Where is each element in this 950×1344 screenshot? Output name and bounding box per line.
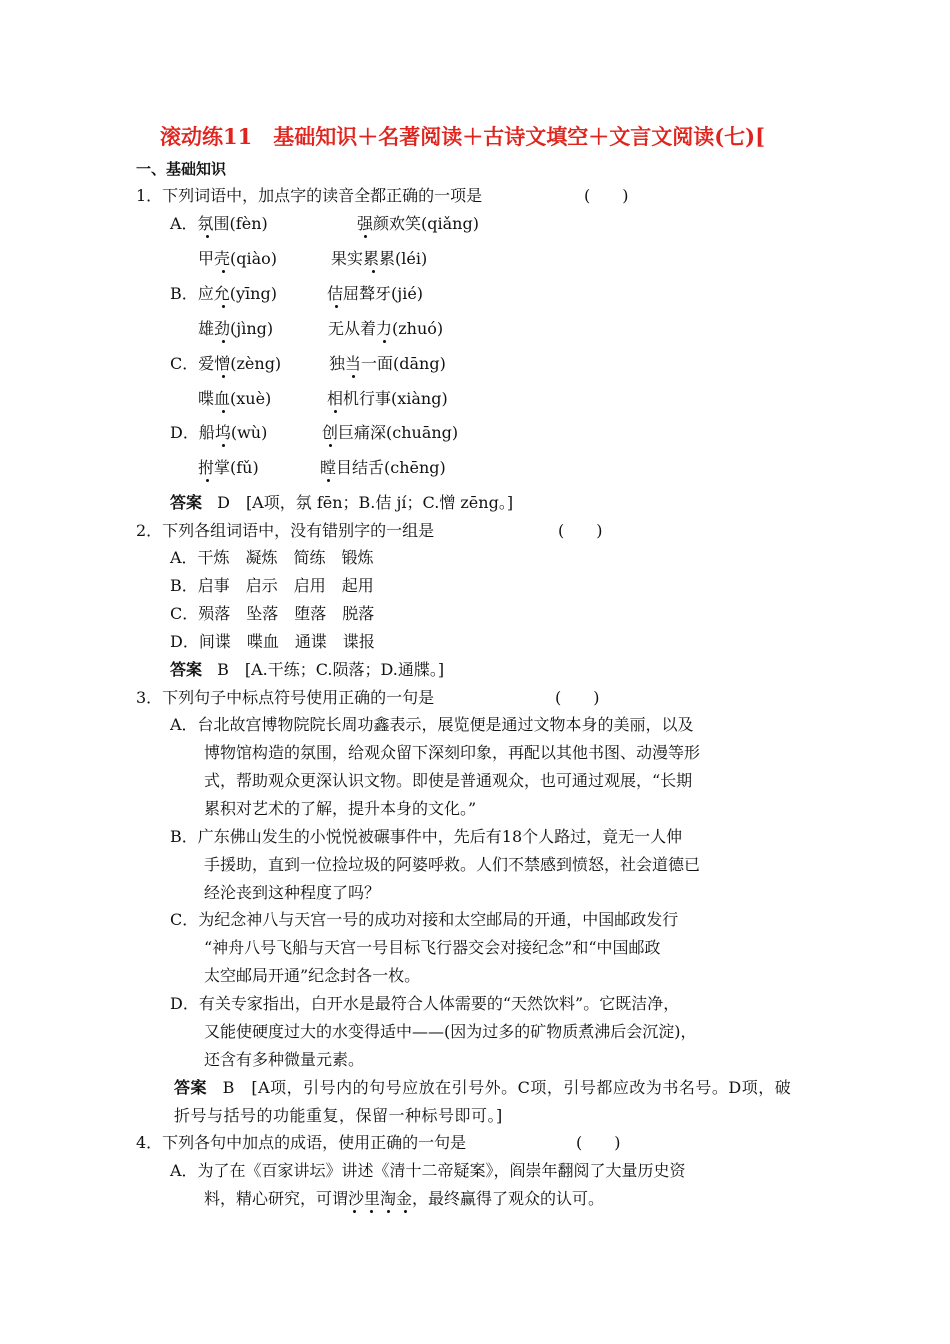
q1-option-d-word2: 创巨痛深(chuāng) [322,423,459,442]
q1-option-b-word1: B．应允(yīng) [170,284,277,303]
q3-option-c-line3: 太空邮局开通”纪念封各一枚。 [204,966,421,985]
q3-option-d-line2: 又能使硬度过大的水变得适中——(因为过多的矿物质煮沸后会沉淀)， [204,1022,697,1041]
emphasis-dot [222,444,225,447]
q3-option-d-line3: 还含有多种微量元素。 [204,1050,365,1069]
q3-option-a-line4: 累积对艺术的了解，提升本身的文化。” [204,799,477,818]
q1-answer [170,493,513,513]
emphasis-dot [334,410,337,413]
q1-option-c-word1: C．爱憎(zèng) [170,354,282,373]
emphasis-dot [327,479,330,482]
q3-answer-line2: 折号与括号的功能重复，保留一种标号即可。] [174,1106,503,1125]
q1-option-b-word3: 雄劲(jìng) [198,319,274,338]
answer-label: 答案 [170,660,203,679]
answer-text: B [A.干练；C.陨落；D.通牒。] [217,660,445,679]
q2-option-c: C．殒落 坠落 堕落 脱落 [170,604,375,623]
question-4-stem: 4．下列各句中加点的成语，使用正确的一句是 [136,1133,467,1152]
emphasis-dot [329,444,332,447]
q3-option-b-line2: 手援助，直到一位捡垃圾的阿婆呼救。人们不禁感到愤怒，社会道德已 [204,855,701,874]
q1-option-a-word2: 强颜欢笑(qiǎng) [357,214,479,233]
q3-option-a-line1: A．台北故宫博物院院长周功鑫表示，展览便是通过文物本身的美丽，以及 [170,715,694,734]
question-4-answer-blank: ( ) [576,1133,621,1152]
answer-label: 答案 [174,1078,208,1097]
q1-option-c-word2: 独当一面(dāng) [329,354,446,373]
emphasis-dot [335,305,338,308]
q3-option-c-line2: “神舟八号飞船与天宫一号目标飞行器交会对接纪念”和“中国邮政 [204,938,661,957]
question-2-answer-blank: ( ) [558,521,603,540]
q2-option-a: A．干炼 凝炼 简练 锻炼 [170,548,374,567]
q3-option-c-line1: C．为纪念神八与天宫一号的成功对接和太空邮局的开通，中国邮政发行 [170,910,679,929]
q1-option-d-word4: 瞠目结舌(chēng) [320,458,446,477]
emphasis-dot [404,1210,407,1213]
emphasis-dot [372,270,375,273]
page-title: 滚动练11 基础知识＋名著阅读＋古诗文填空＋文言文阅读(七)[ [160,124,766,149]
emphasis-dot [370,1210,373,1213]
q3-option-a-line3: 式，帮助观众更深认识文物。即使是普通观众，也可通过观展，“长期 [204,771,693,790]
q1-option-d-word3: 拊掌(fǔ) [198,458,259,477]
emphasis-dot [222,340,225,343]
q1-option-b-word2: 佶屈聱牙(jié) [327,284,424,303]
emphasis-dot [222,410,225,413]
q3-option-b-line3: 经沦丧到这种程度了吗？ [204,883,381,902]
q3-option-a-line2: 博物馆构造的氛围，给观众留下深刻印象，再配以其他书图、动漫等形 [204,743,701,762]
q1-option-c-word3: 喋血(xuè) [198,389,272,408]
answer-text: B [A项，引号内的句号应放在引号外。C项，引号都应改为书名号。D项，破 [222,1078,792,1097]
answer-label: 答案 [170,493,203,512]
emphasis-dot [206,235,209,238]
q2-option-d: D．间谍 喋血 通谍 谍报 [170,632,375,651]
answer-text: D [A项，氛 fēn；B.佶 jí；C.憎 zēng。] [217,493,514,512]
q1-option-c-word4: 相机行事(xiàng) [327,389,448,408]
question-3-answer-blank: ( ) [555,688,600,707]
emphasis-dot [222,375,225,378]
q4-option-a-line2: 料，精心研究，可谓沙里淘金，最终赢得了观众的认可。 [204,1189,605,1208]
q3-answer-line1 [174,1078,791,1098]
emphasis-dot [383,340,386,343]
question-2-stem: 2．下列各组词语中，没有错别字的一组是 [136,521,435,540]
emphasis-dot [222,270,225,273]
emphasis-dot [364,235,367,238]
q1-option-a-word1: A．氛围(fèn) [170,214,268,233]
q2-answer [170,660,444,680]
question-3-stem: 3．下列句子中标点符号使用正确的一句是 [136,688,435,707]
section-heading: 一、基础知识 [136,160,227,178]
q1-option-a-word3: 甲壳(qiào) [198,249,278,268]
q1-option-d-word1: D．船坞(wù) [170,423,268,442]
q3-option-b-line1: B．广东佛山发生的小悦悦被碾事件中，先后有18个人路过，竟无一人伸 [170,827,683,846]
q4-option-a-line1: A．为了在《百家讲坛》讲述《清十二帝疑案》，阎崇年翻阅了大量历史资 [170,1161,686,1180]
q2-option-b: B．启事 启示 启用 起用 [170,576,374,595]
q1-option-a-word4: 果实累累(léi) [331,249,428,268]
q3-option-d-line1: D．有关专家指出，白开水是最符合人体需要的“天然饮料”。它既洁净， [170,994,680,1013]
emphasis-dot [352,375,355,378]
emphasis-dot [387,1210,390,1213]
emphasis-dot [222,305,225,308]
emphasis-dot [353,1210,356,1213]
emphasis-dot [206,479,209,482]
question-1-stem: 1．下列词语中，加点字的读音全都正确的一项是 [136,186,483,205]
q1-option-b-word4: 无从着力(zhuó) [328,319,444,338]
question-1-answer-blank: ( ) [584,186,629,205]
